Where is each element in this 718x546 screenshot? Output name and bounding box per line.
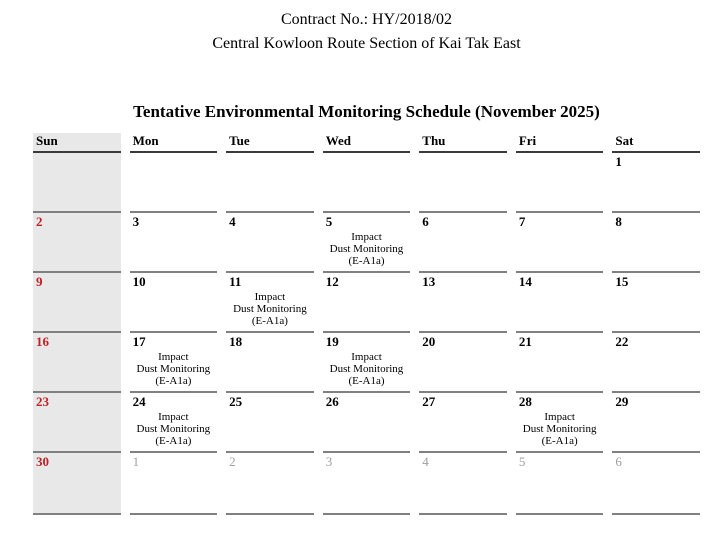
day-header-sat: Sat — [612, 133, 700, 153]
day-cell — [323, 453, 411, 515]
document-header — [33, 0, 700, 56]
event-line: Impact — [544, 411, 575, 423]
week-row — [33, 393, 700, 453]
date-number: 27 — [422, 394, 436, 409]
date-number: 4 — [229, 214, 236, 229]
date-number: 2 — [229, 454, 236, 469]
day-cell — [226, 213, 314, 273]
monitoring-event — [130, 351, 218, 387]
week-row — [33, 333, 700, 393]
week-row — [33, 453, 700, 515]
day-header-mon: Mon — [130, 133, 218, 153]
day-header-wed: Wed — [323, 133, 411, 153]
day-cell — [33, 393, 121, 453]
day-cell — [323, 333, 411, 393]
day-cell — [130, 273, 218, 333]
event-line: Impact — [158, 351, 189, 363]
day-cell — [612, 153, 700, 213]
day-cell — [323, 393, 411, 453]
monitoring-event — [323, 351, 411, 387]
date-number: 7 — [518, 214, 526, 229]
date-number: 26 — [325, 394, 339, 409]
day-cell — [516, 213, 604, 273]
event-line: (E-A1a) — [348, 255, 385, 267]
day-cell — [419, 213, 507, 273]
event-line: Dust Monitoring — [329, 243, 404, 255]
date-number: 21 — [518, 334, 532, 349]
day-cell — [516, 153, 604, 213]
date-number: 16 — [36, 334, 49, 349]
date-number: 13 — [422, 274, 436, 289]
day-cell — [33, 453, 121, 515]
day-cell — [226, 153, 314, 213]
day-cell — [130, 453, 218, 515]
date-number: 25 — [229, 394, 243, 409]
event-line: (E-A1a) — [348, 375, 385, 387]
day-cell — [33, 333, 121, 393]
day-cell — [323, 153, 411, 213]
day-cell — [130, 153, 218, 213]
date-number — [226, 153, 314, 168]
date-number: 9 — [36, 274, 43, 289]
document-content — [33, 0, 700, 515]
event-line: Dust Monitoring — [136, 363, 211, 375]
day-cell — [516, 393, 604, 453]
date-number: 6 — [615, 454, 622, 469]
monitoring-event — [323, 231, 411, 267]
event-line: Impact — [351, 351, 382, 363]
day-cell — [516, 273, 604, 333]
date-number: 2 — [36, 214, 43, 229]
date-number — [419, 153, 507, 168]
day-cell — [130, 393, 218, 453]
day-cell — [612, 333, 700, 393]
day-cell — [612, 273, 700, 333]
date-number: 3 — [325, 454, 333, 469]
date-number — [323, 153, 411, 168]
day-cell — [226, 333, 314, 393]
date-number — [130, 153, 218, 168]
date-number: 12 — [325, 274, 339, 289]
date-number: 15 — [615, 274, 629, 289]
day-cell — [33, 273, 121, 333]
date-number: 19 — [325, 334, 339, 349]
schedule-title: Tentative Environmental Monitoring Schedule (November 2025) — [133, 102, 600, 121]
date-number: 8 — [615, 214, 622, 229]
day-cell — [419, 333, 507, 393]
day-cell — [516, 453, 604, 515]
day-cell — [612, 393, 700, 453]
day-cell — [33, 153, 121, 213]
event-line: Dust Monitoring — [233, 303, 307, 315]
monitoring-event — [516, 411, 604, 447]
date-number: 30 — [36, 454, 49, 469]
day-cell — [612, 213, 700, 273]
event-line: Impact — [254, 291, 286, 303]
day-cell — [130, 333, 218, 393]
day-cell — [419, 273, 507, 333]
day-cell — [612, 453, 700, 515]
event-line: Impact — [351, 231, 382, 243]
day-header-thu: Thu — [419, 133, 507, 153]
date-number: 6 — [422, 214, 429, 229]
event-line: Dust Monitoring — [522, 423, 597, 435]
monitoring-event — [130, 411, 218, 447]
date-number — [516, 153, 604, 168]
date-number: 22 — [615, 334, 629, 349]
calendar-body — [33, 153, 700, 515]
day-header-sun: Sun — [33, 133, 121, 153]
day-cell — [226, 273, 314, 333]
date-number: 4 — [422, 454, 429, 469]
monitoring-calendar — [33, 133, 700, 515]
date-number: 20 — [422, 334, 436, 349]
day-cell — [130, 213, 218, 273]
date-number: 24 — [132, 394, 146, 409]
date-number: 5 — [518, 454, 526, 469]
day-cell — [226, 393, 314, 453]
event-line: Impact — [158, 411, 189, 423]
date-number: 29 — [615, 394, 629, 409]
event-line: (E-A1a) — [251, 315, 288, 327]
event-line: (E-A1a) — [541, 435, 578, 447]
event-line: (E-A1a) — [155, 435, 192, 447]
event-line: Dust Monitoring — [329, 363, 404, 375]
event-line: (E-A1a) — [155, 375, 192, 387]
date-number: 14 — [518, 274, 532, 289]
day-header-fri: Fri — [516, 133, 604, 153]
day-cell — [419, 453, 507, 515]
day-cell — [419, 153, 507, 213]
day-cell — [33, 213, 121, 273]
day-header-tue: Tue — [226, 133, 314, 153]
date-number: 10 — [132, 274, 146, 289]
day-cell — [323, 273, 411, 333]
day-cell — [226, 453, 314, 515]
date-number: 3 — [132, 214, 140, 229]
project-name-line: Central Kowloon Route Section of Kai Tak East — [212, 35, 521, 52]
date-number: 5 — [325, 214, 333, 229]
date-number: 1 — [132, 454, 140, 469]
week-row — [33, 153, 700, 213]
date-number: 18 — [229, 334, 243, 349]
monitoring-event — [226, 291, 314, 327]
date-number: 1 — [615, 154, 622, 169]
date-number — [33, 153, 121, 168]
date-number: 28 — [518, 394, 532, 409]
day-cell — [516, 333, 604, 393]
contract-number-line: Contract No.: HY/2018/02 — [280, 11, 453, 28]
date-number: 23 — [36, 394, 49, 409]
event-line: Dust Monitoring — [136, 423, 211, 435]
date-number: 17 — [132, 334, 146, 349]
day-cell — [419, 393, 507, 453]
date-number: 11 — [229, 274, 242, 289]
day-cell — [323, 213, 411, 273]
day-header-row — [33, 133, 700, 153]
week-row — [33, 273, 700, 333]
week-row — [33, 213, 700, 273]
